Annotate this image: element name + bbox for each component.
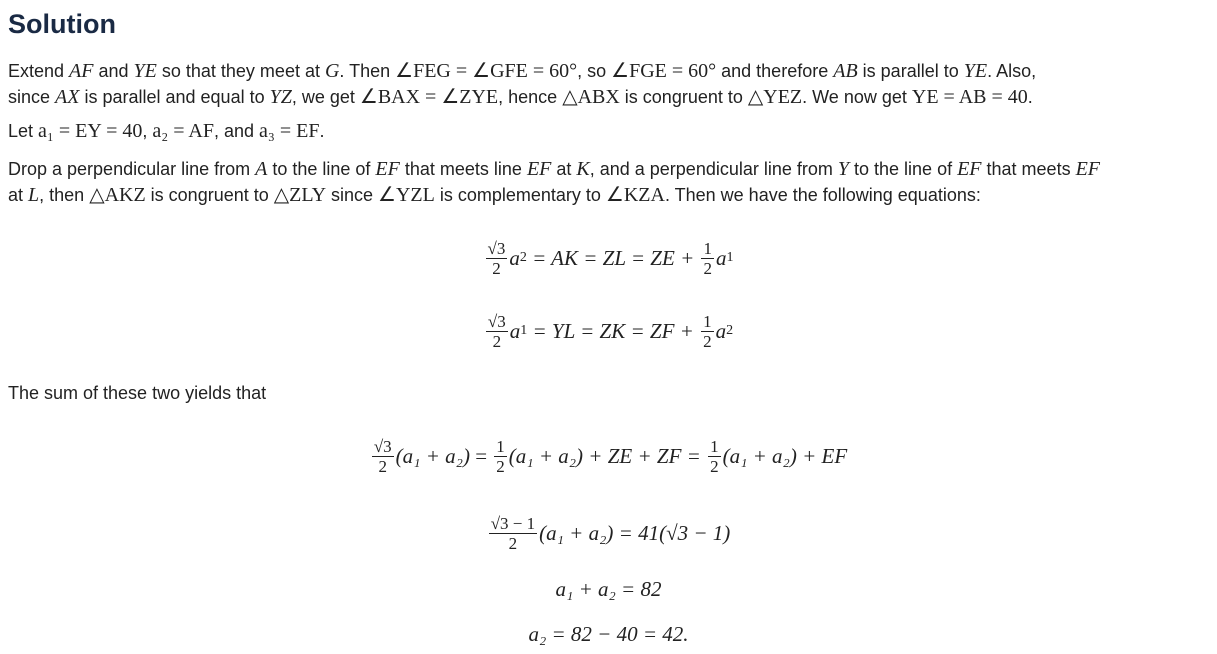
fraction [486,312,508,351]
text: , then [39,185,90,205]
math: (a₁ + a₂) = 41(√3 − 1) [539,520,731,545]
paragraph-extend [8,58,1208,110]
math: + EF [796,443,848,468]
math: AF [69,60,94,82]
math: Y [837,158,850,180]
text: Let [8,121,39,141]
text: is complementary to [434,185,606,205]
text: that meets line [399,159,527,179]
math: ∠FEG = ∠GFE = 60° [395,60,578,82]
text: since [8,87,56,107]
math: (a₁ + a₂) [722,443,797,468]
equation-1 [0,230,1217,286]
text: , and a perpendicular line from [589,159,838,179]
text: , hence [498,87,563,107]
variable: a [509,245,520,270]
subscript: 1 [520,323,528,338]
fraction [489,514,537,553]
fraction [708,437,721,476]
math: EF [526,158,552,180]
subscript: 1 [726,250,734,265]
numerator: 1 [710,436,719,456]
math: L [28,184,40,206]
text: and [93,61,134,81]
math: △YEZ [747,86,803,108]
variable: a [715,318,727,343]
equation-3 [0,428,1217,484]
paragraph-let [8,118,1208,144]
text: and therefore [716,61,834,81]
text: to the line of [267,159,376,179]
math: YZ [269,86,292,108]
text: at [8,185,29,205]
math: △ABX [562,86,620,108]
text: . Then we have the following equations: [664,185,981,205]
math: △AKZ [89,184,146,206]
paragraph-drop [8,156,1208,208]
math: K [576,158,590,180]
math: △ZLY [273,184,327,206]
equation-4 [0,505,1217,561]
math: G [324,60,340,82]
math: EF [375,158,400,180]
math: YE [963,60,988,82]
numerator: 1 [496,436,505,456]
denominator: 2 [703,331,712,351]
math: EF [1075,158,1101,180]
equation-6: a₂ = 82 − 40 = 42. [528,621,689,646]
text: is congruent to [619,87,748,107]
numerator: 1 [703,238,712,258]
text: Drop a perpendicular line from [8,159,256,179]
denominator: 2 [710,456,719,476]
denominator: 2 [492,258,501,278]
text: since [326,185,379,205]
numerator: √3 − 1 [490,513,536,533]
numerator: √3 [487,311,506,331]
text: , and [213,121,260,141]
denominator: 2 [703,258,712,278]
fraction [372,437,394,476]
math: ∠FGE = 60° [611,60,717,82]
text: . [1027,87,1033,107]
math: (a₁ + a₂) [395,443,470,468]
math: ∠YZL [378,184,435,206]
equation-middle: = YL = ZK = ZF + [527,318,700,343]
math: = [469,443,493,468]
math: EF [957,158,982,180]
equation-5: a₁ + a₂ = 82 [555,576,662,601]
math: a₁ = EY = 40 [38,120,143,142]
fraction [701,239,714,278]
text: so that they meet at [156,61,325,81]
subscript: 2 [519,250,527,265]
numerator: √3 [373,436,392,456]
text: to the line of [849,159,958,179]
variable: a [509,318,521,343]
fraction [494,437,507,476]
text: Extend [8,61,70,81]
equation-2 [0,303,1217,359]
fraction [701,312,714,351]
math: YE = AB = 40 [911,86,1028,108]
text: , [142,121,153,141]
text: is congruent to [145,185,274,205]
math: a₃ = EF [259,120,320,142]
paragraph-sum: The sum of these two yields that [8,383,267,403]
math: + ZE + ZF = [583,443,707,468]
text: . [319,121,325,141]
text: at [551,159,577,179]
text: is parallel to [857,61,964,81]
text: . Then [339,61,396,81]
text: . We now get [802,87,912,107]
text: . Also, [987,61,1037,81]
fraction [486,239,508,278]
equation-middle: = AK = ZL = ZE + [526,245,700,270]
math: a₂ = AF [152,120,214,142]
denominator: 2 [378,456,387,476]
text: , we get [291,87,360,107]
text: is parallel and equal to [79,87,270,107]
denominator: 2 [496,456,505,476]
denominator: 2 [508,533,518,553]
math: AX [55,86,80,108]
math: (a₁ + a₂) [508,443,584,468]
variable: a [715,245,727,270]
math: A [255,158,268,180]
subscript: 2 [726,323,734,338]
text: that meets [981,159,1076,179]
math: ∠KZA [605,184,665,206]
text: , so [577,61,612,81]
numerator: 1 [703,311,712,331]
denominator: 2 [492,331,502,351]
solution-heading: Solution [8,9,116,39]
math: ∠BAX = ∠ZYE [359,86,499,108]
math: YE [133,60,157,82]
math: AB [833,60,858,82]
numerator: √3 [487,238,506,258]
